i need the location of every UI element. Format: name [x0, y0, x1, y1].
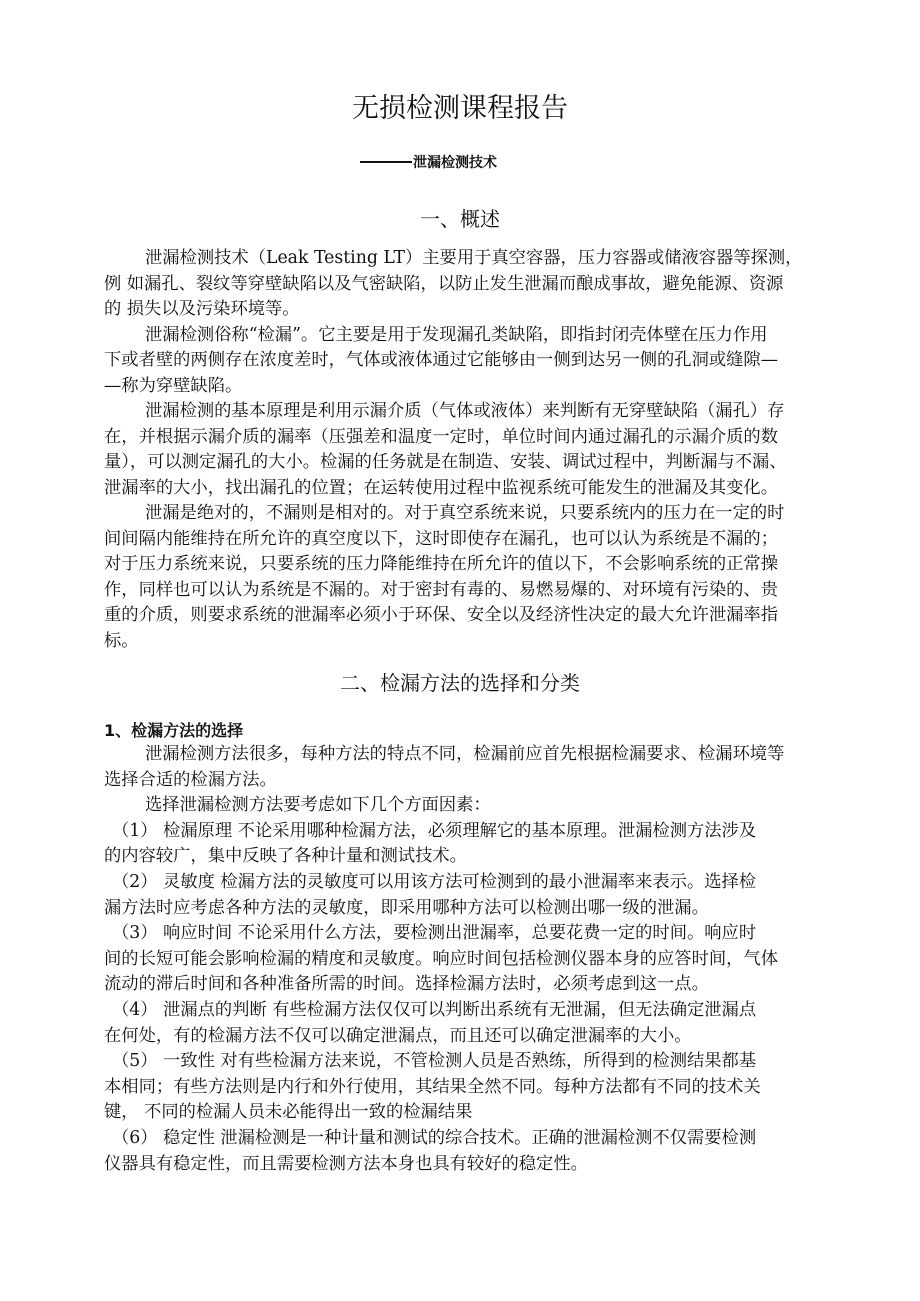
- paragraph-line: 重的介质，则要求系统的泄漏率必须小于环保、安全以及经济性决定的最大允许泄漏率指: [104, 605, 778, 625]
- document-subtitle: [360, 152, 497, 172]
- section-heading-overview: 一、概述: [420, 207, 500, 231]
- paragraph-line: 作，同样也可以认为系统是不漏的。对于密封有毒的、易燃易爆的、对环境有污染的、贵: [104, 579, 778, 600]
- subsection-heading-method-selection: 1、检漏方法的选择: [104, 721, 244, 740]
- paragraph-line: 仪器具有稳定性，而且需要检测方法本身也具有较好的稳定性。: [104, 1153, 588, 1174]
- paragraph-line: 泄漏检测的基本原理是利用示漏介质（气体或液体）来判断有无穿壁缺陷（漏孔）存: [145, 401, 785, 421]
- paragraph-line: （5） 一致性 对有些检漏方法来说，不管检测人员是否熟练，所得到的检测结果都基: [112, 1051, 757, 1072]
- paragraph-line: 标。: [104, 630, 139, 651]
- paragraph-line: 间的长短可能会影响检漏的精度和灵敏度。响应时间包括检测仪器本身的应答时间，气体: [104, 948, 778, 969]
- section-heading-methods: 二、检漏方法的选择和分类: [340, 671, 580, 695]
- paragraph-line: 泄漏检测方法很多，每种方法的特点不同，检漏前应首先根据检漏要求、检漏环境等: [145, 744, 785, 764]
- paragraph-line: 的内容较广，集中反映了各种计量和测试技术。: [104, 846, 467, 867]
- paragraph-line: 间间隔内能维持在所允许的真空度以下，这时即使存在漏孔，也可以认为系统是不漏的；: [104, 528, 778, 549]
- paragraph-line: 量），可以测定漏孔的大小。检漏的任务就是在制造、安装、调试过程中，判断漏与不漏、: [104, 452, 787, 472]
- paragraph-line: 的 损失以及污染环境等。: [104, 299, 300, 319]
- em-dash-rule: [360, 161, 412, 163]
- paragraph-line: （2） 灵敏度 检漏方法的灵敏度可以用该方法可检测到的最小泄漏率来表示。选择检: [112, 872, 757, 892]
- paragraph-line: 下或者壁的两侧存在浓度差时，气体或液体通过它能够由一侧到达另一侧的孔洞或缝隙—: [104, 350, 778, 370]
- paragraph-line: 在何处，有的检漏方法不仅可以确定泄漏点，而且还可以确定泄漏率的大小。: [104, 1025, 692, 1046]
- paragraph-line: （6） 稳定性 泄漏检测是一种计量和测试的综合技术。正确的泄漏检测不仅需要检测: [112, 1128, 757, 1148]
- subtitle-text: 泄漏检测技术: [413, 155, 497, 171]
- paragraph-line: （4） 泄漏点的判断 有些检漏方法仅仅可以判断出系统有无泄漏，但无法确定泄漏点: [112, 1000, 757, 1020]
- paragraph-line: 泄漏检测技术（Leak Testing LT）主要用于真空容器，压力容器或储液容器等探测，: [145, 248, 803, 268]
- paragraph-line: 例 如漏孔、裂纹等穿壁缺陷以及气密缺陷，以防止发生泄漏而酿成事故，避免能源、资源: [104, 273, 784, 294]
- paragraph-line: 本相同；有些方法则是内行和外行使用，其结果全然不同。每种方法都有不同的技术关: [104, 1076, 761, 1097]
- document-title: 无损检测课程报告: [352, 93, 568, 124]
- paragraph-line: 流动的滞后时间和各种准备所需的时间。选择检漏方法时，必须考虑到这一点。: [104, 974, 709, 995]
- paragraph-line: （3） 响应时间 不论采用什么方法，要检测出泄漏率，总要花费一定的时间。响应时: [112, 923, 757, 944]
- paragraph-line: 键， 不同的检漏人员未必能得出一致的检漏结果: [104, 1102, 473, 1123]
- paragraph-line: （1） 检漏原理 不论采用哪种检漏方法，必须理解它的基本原理。泄漏检测方法涉及: [112, 820, 757, 841]
- paragraph-line: 对于压力系统来说，只要系统的压力降能维持在所允许的值以下，不会影响系统的正常操: [104, 554, 778, 574]
- paragraph-line: 泄漏检测俗称“检漏”。它主要是用于发现漏孔类缺陷，即指封闭壳体壁在压力作用: [145, 324, 768, 345]
- paragraph-line: 泄漏率的大小，找出漏孔的位置；在运转使用过程中监视系统可能发生的泄漏及其变化。: [104, 477, 778, 498]
- paragraph-line: 漏方法时应考虑各种方法的灵敏度，即采用哪种方法可以检测出哪一级的泄漏。: [104, 897, 709, 918]
- paragraph-line: 在，并根据示漏介质的漏率（压强差和温度一定时，单位时间内通过漏孔的示漏介质的数: [104, 426, 778, 447]
- paragraph-line: 选择合适的检漏方法。: [104, 769, 277, 790]
- paragraph-line: 选择泄漏检测方法要考虑如下几个方面因素：: [145, 795, 491, 816]
- paragraph-line: 泄漏是绝对的，不漏则是相对的。对于真空系统来说，只要系统内的压力在一定的时: [145, 503, 785, 523]
- paragraph-line: —称为穿壁缺陷。: [104, 375, 243, 396]
